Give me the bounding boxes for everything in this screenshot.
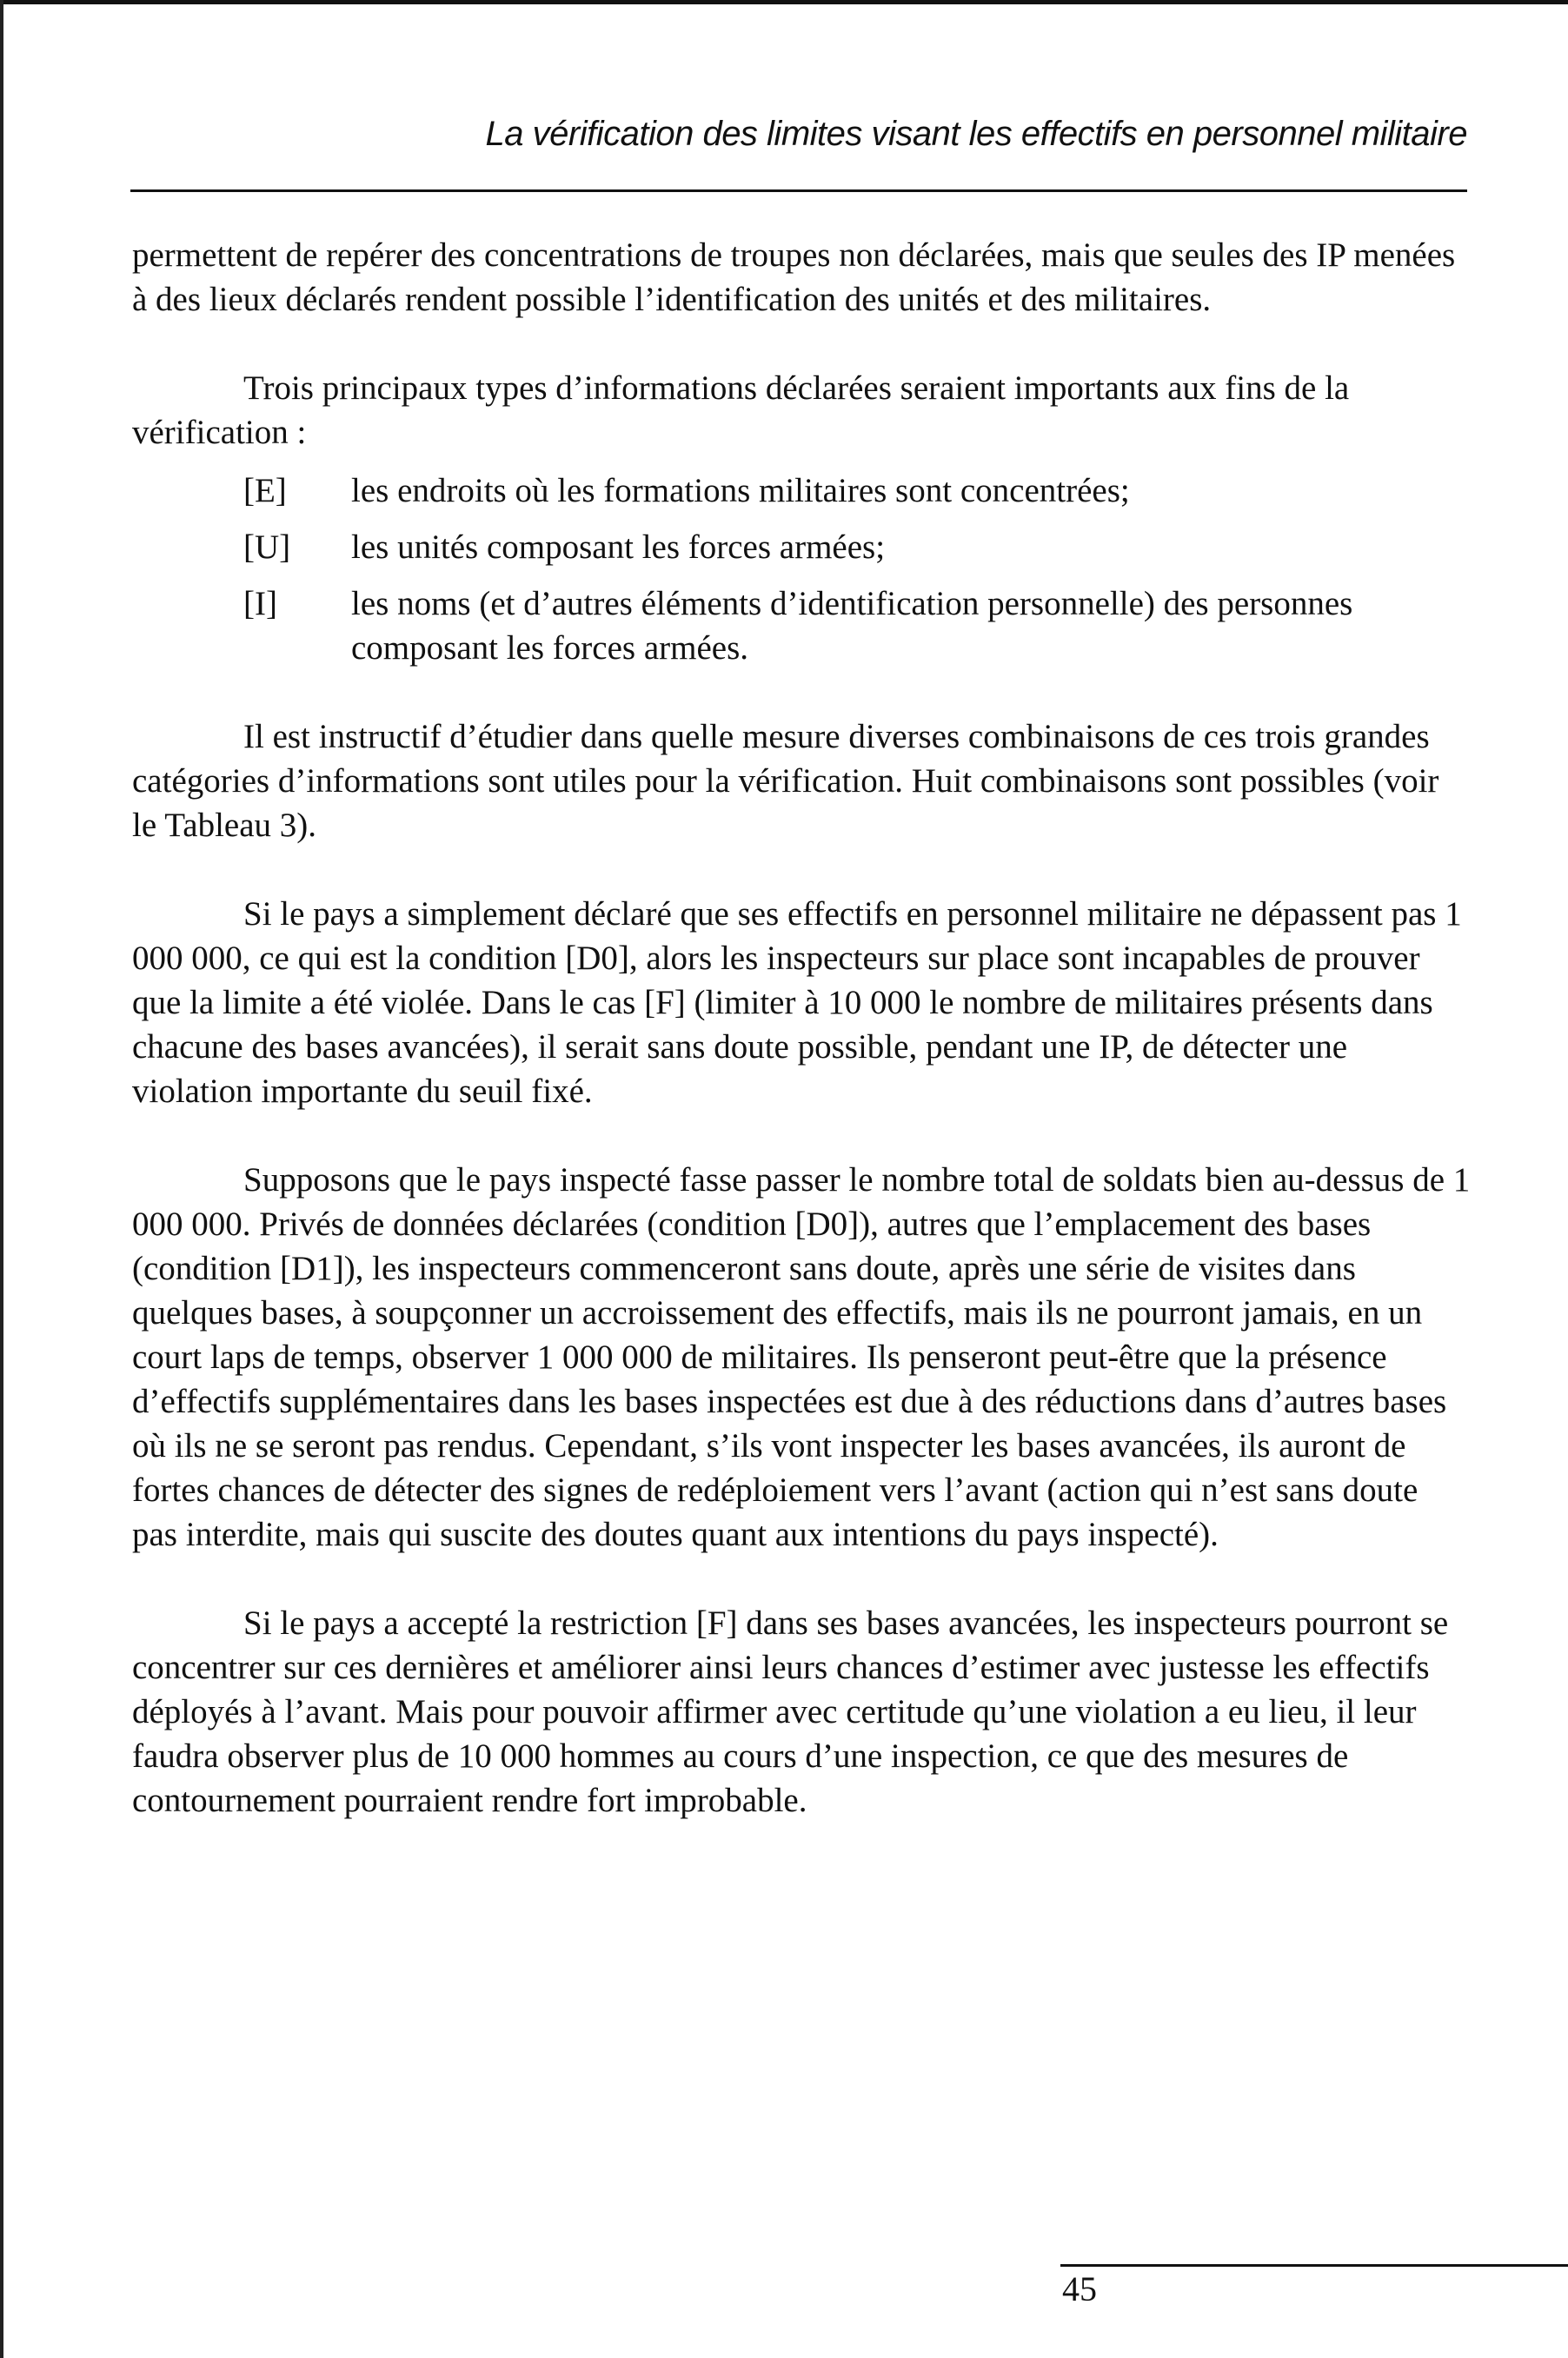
list-marker: [U] bbox=[243, 528, 291, 566]
list-item-text: les endroits où les formations militaires sont concentrées; bbox=[351, 472, 1130, 509]
paragraph-condition-d0: Si le pays a simplement déclaré que ses effectifs en personnel militaire ne dépassent pas 1 000 000, ce qui est la condition [D0], alors les inspecteurs sur place sont incapables de prouver que la limite a été violée. Dans le cas [F] (limiter à 10 000 le nombre de militaires présents dans chacune des bases avancées), il serait sans doute possible, pendant une IP, de détecter une violation importante du seuil fixé. bbox=[132, 895, 1462, 1110]
list-marker: [E] bbox=[243, 472, 287, 509]
paragraph-combinations: Il est instructif d’étudier dans quelle mesure diverses combinaisons de ces trois grandes catégories d’informations sont utiles pour la vérification. Huit combinaisons sont possibles (voir le Tableau 3). bbox=[132, 718, 1439, 844]
list-item-text: les unités composant les forces armées; bbox=[351, 528, 886, 566]
paragraph-info-types: Trois principaux types d’informations déclarées seraient importants aux fins de la vérification : bbox=[132, 369, 1350, 451]
left-border-rule bbox=[0, 0, 3, 2358]
paragraph-restriction-f: Si le pays a accepté la restriction [F] dans ses bases avancées, les inspecteurs pourront se concentrer sur ces dernières et améliorer ainsi leurs chances d’estimer avec justesse les effectifs déployés à l’avant. Mais pour pouvoir affirmer avec certitude qu’une violation a eu lieu, il leur faudra observer plus de 10 000 hommes au cours d’une inspection, ce que des mesures de contournement pourraient rendre fort improbable. bbox=[132, 1604, 1449, 1819]
list-item-text: les noms (et d’autres éléments d’identification personnelle) des personnes composant les forces armées. bbox=[351, 585, 1353, 667]
paragraph-supposons: Supposons que le pays inspecté fasse passer le nombre total de soldats bien au-dessus de 1 000 000. Privés de données déclarées (condition [D0]), autres que l’emplacement des bases (condition [D1]), les inspecteurs commenceront sans doute, après une série de visites dans quelques bases, à soupçonner un accroissement des effectifs, mais ils ne pourront jamais, en un court laps de temps, observer 1 000 000 de militaires. Ils penseront peut-être que la présence d’effectifs supplémentaires dans les bases inspectées est due à des réductions dans d’autres bases où ils ne se seront pas rendus. Cependant, s’ils vont inspecter les bases avancées, ils auront de fortes chances de détecter des signes de redéploiement vers l’avant (action qui n’est sans doute pas interdite, mais qui suscite des doutes quant aux intentions du pays inspecté). bbox=[132, 1161, 1471, 1553]
running-header: La vérification des limites visant les effectifs en personnel militaire bbox=[485, 115, 1467, 153]
footer-rule bbox=[1060, 2264, 1568, 2267]
page-body bbox=[132, 233, 1471, 1867]
list-item-i bbox=[132, 581, 1471, 670]
list-item-e bbox=[132, 468, 1471, 513]
page-number: 45 bbox=[1062, 2269, 1097, 2308]
list-item-u bbox=[132, 525, 1471, 569]
top-border-rule bbox=[0, 0, 1568, 4]
info-types-list bbox=[132, 468, 1471, 670]
header-rule bbox=[130, 189, 1467, 192]
list-marker: [I] bbox=[243, 585, 277, 622]
paragraph-continuation: permettent de repérer des concentrations de troupes non déclarées, mais que seules des IP menées à des lieux déclarés rendent possible l’identification des unités et des militaires. bbox=[132, 236, 1456, 318]
